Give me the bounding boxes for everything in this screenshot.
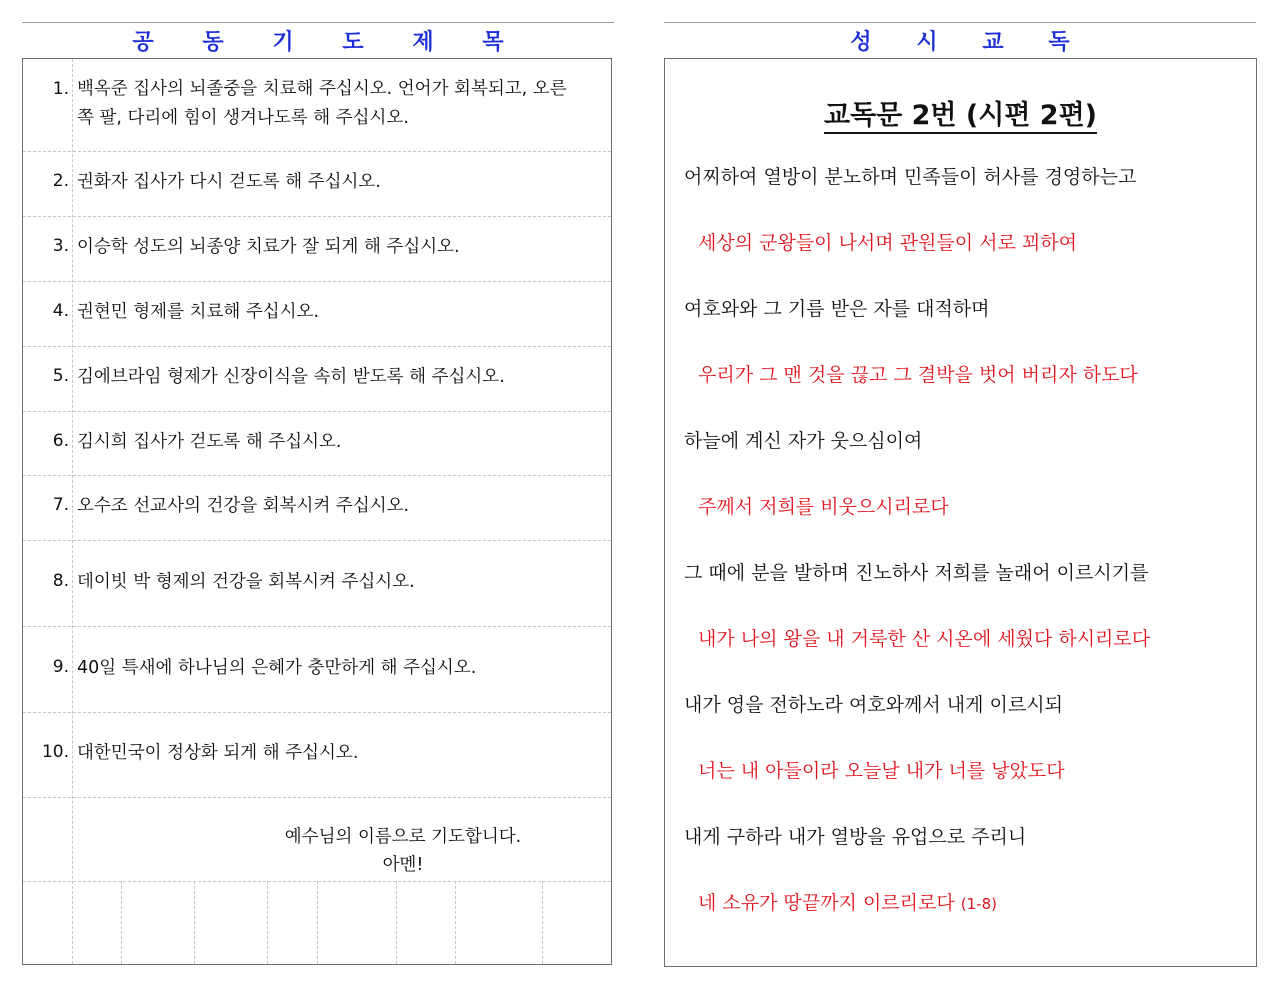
- congregation-verse: 주께서 저희를 비웃으시리로다: [698, 496, 949, 518]
- prayer-list-box: [22, 58, 612, 965]
- closing-line: 예수님의 이름으로 기도합니다.: [284, 827, 522, 847]
- prayer-item-number: 4.: [52, 301, 69, 321]
- prayer-item-text: 김시희 집사가 걷도록 해 주십시오.: [77, 432, 342, 452]
- prayer-heading-char: 동: [202, 30, 224, 55]
- congregation-verse-text: 네 소유가 땅끝까지 이르리로다: [698, 892, 955, 914]
- prayer-item: [23, 282, 611, 347]
- reading-heading-char: 성: [850, 30, 872, 55]
- prayer-item-text: 김에브라임 형제가 신장이식을 속히 받도록 해 주십시오.: [77, 367, 505, 387]
- congregation-verse: [698, 888, 997, 915]
- prayer-item-number: 3.: [52, 236, 69, 256]
- reading-title-text: 교독문 2번 (시편 2편): [824, 100, 1097, 134]
- prayer-heading: [22, 25, 614, 56]
- grid-divider: [194, 881, 195, 964]
- empty-grid: [23, 881, 611, 964]
- reading-title: [665, 93, 1256, 132]
- grid-divider: [396, 881, 397, 964]
- prayer-item-text: 이승학 성도의 뇌종양 치료가 잘 되게 해 주십시오.: [77, 237, 460, 257]
- prayer-item-number: 5.: [52, 366, 69, 386]
- leader-verse: 그 때에 분을 발하며 진노하사 저희를 놀래어 이르시기를: [684, 562, 1149, 584]
- leader-verse: 내게 구하라 내가 열방을 유업으로 주리니: [684, 826, 1027, 848]
- reading-heading-char: 독: [1048, 30, 1070, 55]
- congregation-verse: 우리가 그 맨 것을 끊고 그 결박을 벗어 버리자 하도다: [698, 364, 1138, 386]
- reading-section-header: [664, 22, 1256, 53]
- prayer-heading-char: 기: [272, 30, 294, 55]
- prayer-item-number: 6.: [52, 431, 69, 451]
- prayer-item: [23, 152, 611, 217]
- leader-verse: 하늘에 계신 자가 웃으심이여: [684, 430, 923, 452]
- leader-verse: 내가 영을 전하노라 여호와께서 내게 이르시되: [684, 694, 1063, 716]
- prayer-item: [23, 713, 611, 798]
- congregation-verse: 너는 내 아들이라 오늘날 내가 너를 낳았도다: [698, 760, 1065, 782]
- prayer-item-number: 1.: [52, 79, 69, 99]
- leader-verse: 여호와와 그 기름 받은 자를 대적하며: [684, 298, 990, 320]
- prayer-item-text: 권화자 집사가 다시 걷도록 해 주십시오.: [77, 172, 381, 192]
- congregation-verse: 세상의 군왕들이 나서며 관원들이 서로 꾀하여: [698, 232, 1077, 254]
- prayer-item-number: 8.: [52, 571, 69, 591]
- congregation-verse: 내가 나의 왕을 내 거룩한 산 시온에 세웠다 하시리로다: [698, 628, 1151, 650]
- prayer-item: [23, 412, 611, 476]
- grid-divider: [121, 881, 122, 964]
- prayer-item-text: 권현민 형제를 치료해 주십시오.: [77, 302, 320, 322]
- prayer-item: [23, 541, 611, 627]
- prayer-item-number: 2.: [52, 171, 69, 191]
- grid-divider: [455, 881, 456, 964]
- leader-verse: 어찌하여 열방이 분노하며 민족들이 허사를 경영하는고: [684, 166, 1137, 188]
- prayer-heading-char: 공: [132, 30, 154, 55]
- verse-reference: (1-8): [960, 895, 997, 913]
- prayer-item-number: 9.: [52, 657, 69, 677]
- prayer-heading-char: 목: [482, 30, 504, 55]
- grid-divider: [267, 881, 268, 964]
- reading-box: [664, 58, 1257, 967]
- prayer-heading-char: 도: [342, 30, 364, 55]
- closing-prayer: [223, 823, 583, 879]
- prayer-item-text: 40일 특새에 하나님의 은혜가 충만하게 해 주십시오.: [77, 658, 477, 678]
- amen-line: 아멘!: [382, 855, 424, 875]
- prayer-item-text: 백옥준 집사의 뇌졸중을 치료해 주십시오. 언어가 회복되고, 오른쪽 팔, 다리에 힘이 생겨나도록 해 주십시오.: [77, 79, 567, 128]
- prayer-item: [23, 217, 611, 282]
- prayer-item-text: 데이빗 박 형제의 건강을 회복시켜 주십시오.: [77, 572, 415, 592]
- prayer-item: [23, 627, 611, 713]
- prayer-item: [23, 476, 611, 541]
- prayer-item-text: 오수조 선교사의 건강을 회복시켜 주십시오.: [77, 496, 410, 516]
- prayer-section-header: [22, 22, 614, 53]
- prayer-item: [23, 59, 611, 152]
- closing-row: [23, 798, 611, 882]
- prayer-item-number: 7.: [52, 495, 69, 515]
- prayer-item: [23, 347, 611, 412]
- prayer-item-number: 10.: [41, 742, 69, 762]
- prayer-item-text: 대한민국이 정상화 되게 해 주십시오.: [77, 743, 359, 763]
- reading-heading-char: 시: [916, 30, 938, 55]
- reading-heading: [664, 25, 1256, 56]
- grid-divider: [317, 881, 318, 964]
- reading-heading-char: 교: [982, 30, 1004, 55]
- grid-divider: [542, 881, 543, 964]
- prayer-heading-char: 제: [412, 30, 434, 55]
